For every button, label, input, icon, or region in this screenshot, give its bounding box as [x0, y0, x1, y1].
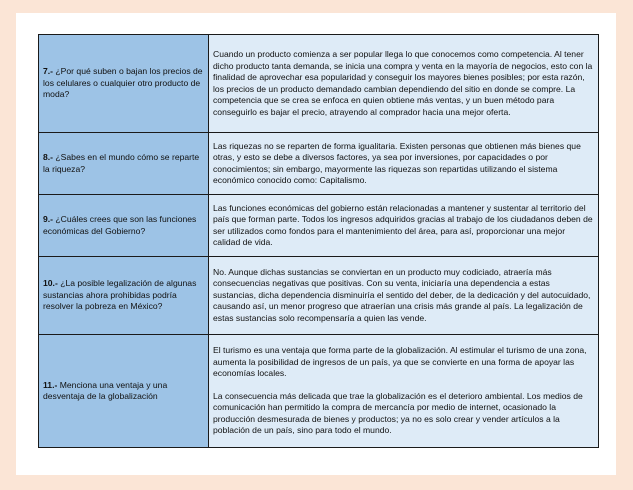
- question-text: Menciona una ventaja y una desventaja de la globalización: [43, 379, 168, 401]
- answer-cell: [209, 35, 599, 133]
- answer-cell: [209, 195, 599, 257]
- table-row: [39, 133, 599, 195]
- question-cell: [39, 35, 209, 133]
- question-cell: [39, 133, 209, 195]
- answer-cell: [209, 133, 599, 195]
- document-page: [16, 13, 616, 475]
- question-number: 9.-: [43, 214, 54, 224]
- table-row: [39, 35, 599, 133]
- question-number: 10.-: [43, 278, 58, 289]
- question-number: 8.-: [43, 152, 54, 162]
- table-row: [39, 195, 599, 257]
- question-text: ¿Sabes en el mundo cómo se reparte la riqueza?: [43, 152, 200, 174]
- table-row: [39, 335, 599, 448]
- question-cell: [39, 195, 209, 257]
- questions-table: [38, 34, 599, 448]
- question-text: ¿La posible legalización de algunas sustancias ahora prohibidas podría resolver la pobreza en México?: [43, 278, 197, 312]
- table-row: [39, 257, 599, 335]
- question-number: 7.-: [43, 66, 54, 77]
- answer-text: Las funciones económicas del gobierno están relacionadas a mantener y sustentar al territorio del país que forman parte. Todos los ingresos adquiridos gracias al trabajo de los ciudadanos deben de ser utilizados como fondos para el mantenimiento del área, para así, proporcionar una mejor calidad de vida.: [213, 202, 593, 247]
- answer-text: Cuando un producto comienza a ser popular llega lo que conocemos como competencia. Al tener dicho producto tanta demanda, se inicia una compra y venta en la mayoría de negocios, esto con la finalidad de aprovechar esa popularidad y conseguir los mayores bienes posibles; por esta razón, los precios de un producto demandado cambian dependiendo del sitio en donde se compre. La competencia que se crea se enfoca en quien obtiene más ventas, y un buen método para conseguirlo es bajar el precio, atrayendo al comprador hacia una mejor oferta.: [213, 49, 593, 117]
- answer-text: Las riquezas no se reparten de forma igualitaria. Existen personas que obtienen más bienes que otras, y esto se debe a diversos factores, ya sea por inversiones, por capacidades o por conocimientos; sin embargo, mayormente las riquezas son repartidas utilizando el sistema económico conocido como: Capitalismo.: [213, 140, 581, 185]
- paragraph-gap: [213, 380, 593, 391]
- answer-cell: [209, 257, 599, 335]
- question-number: 11.-: [43, 379, 58, 390]
- answer-cell: [209, 335, 599, 448]
- question-cell: [39, 335, 209, 448]
- answer-text-second: La consecuencia más delicada que trae la globalización es el deterioro ambiental. Los medios de comunicación han permitido la compra de mercancía por medio de internet, ocasionado la producción desmesurada de bienes y productos; ya no es solo crear y vender artículos a la población de un país, sino para todo el mundo.: [213, 390, 583, 436]
- question-text: ¿Cuáles crees que son las funciones económicas del Gobierno?: [43, 214, 197, 236]
- answer-text: No. Aunque dichas sustancias se conviertan en un producto muy codiciado, atraería más consecuencias negativas que positivas. Con su venta, iniciaría una dependencia a estas sustancias, dicha dependencia disminuiría el sentido del deber, de la dedicación y del autocuidado, causando así, un menor progreso que atraerían una crisis más grande al país. La legalización de estas sustancias solo recompensaría a quien las vende.: [213, 266, 591, 323]
- question-text: ¿Por qué suben o bajan los precios de los celulares o cualquier otro producto de moda?: [43, 66, 203, 100]
- answer-text: El turismo es una ventaja que forma parte de la globalización. Al estimular el turismo de una zona, aumenta la posibilidad de ingresos de un país, ya que se convierte en una forma de apoyar las economías locales.: [213, 345, 587, 379]
- question-cell: [39, 257, 209, 335]
